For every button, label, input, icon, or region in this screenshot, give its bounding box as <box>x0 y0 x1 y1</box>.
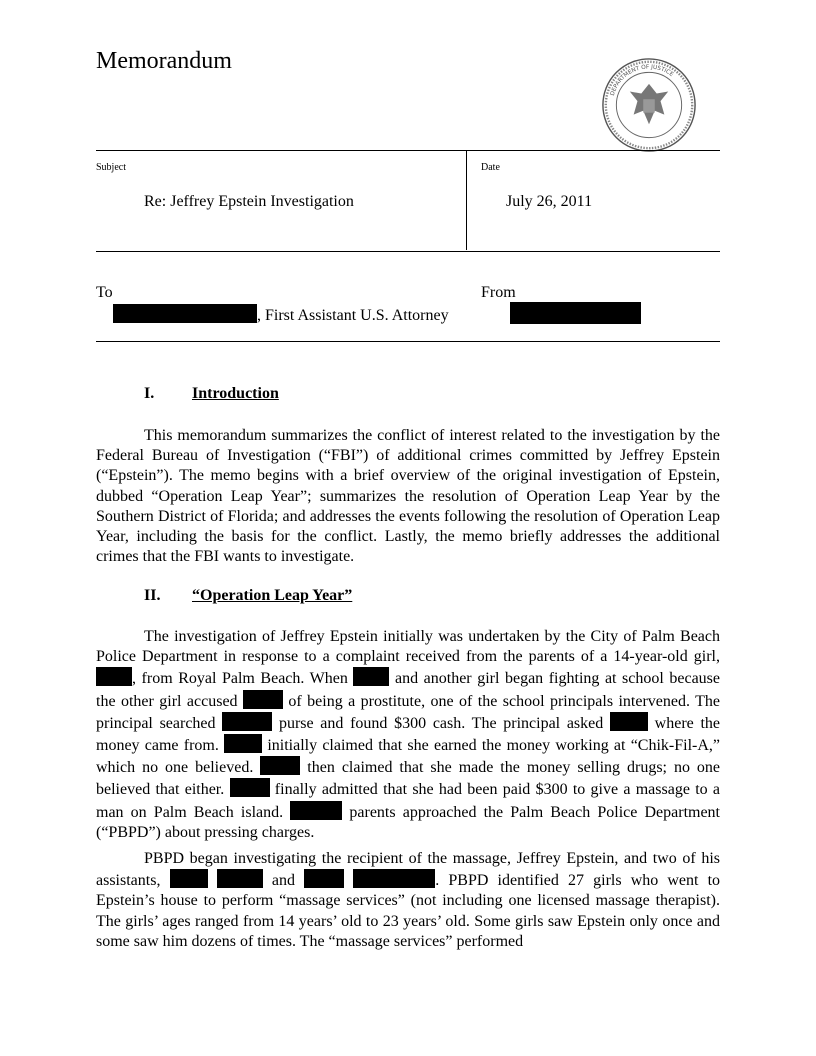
subject-top-rule <box>96 150 720 151</box>
redaction-bar <box>290 801 342 820</box>
intro-paragraph <box>96 426 720 567</box>
paragraph-text: then claimed that she made the money selling drugs; no one believed that either. <box>96 759 721 799</box>
date-value: July 26, 2011 <box>506 193 593 210</box>
section-title: “Operation Leap Year” <box>192 587 353 604</box>
from-label: From <box>481 284 516 301</box>
redaction-bar <box>304 869 344 888</box>
paragraph-text: The investigation of Jeffrey Epstein initially was undertaken by the City of Palm Beach Police Department in response to a complaint received from the parents of a 14-year-old girl, <box>96 628 720 666</box>
redaction-bar <box>610 712 648 731</box>
paragraph-text: finally admitted that she had been paid $300 to give a massage to a man on Palm Beach island. <box>96 781 721 821</box>
paragraph-text: and <box>271 872 295 890</box>
redaction-bar <box>113 304 257 323</box>
redaction-bar <box>224 734 262 753</box>
from-sender <box>510 302 641 326</box>
paragraph-text: where the money came from. <box>96 714 720 755</box>
section-title: Introduction <box>192 385 279 402</box>
redaction-bar <box>96 667 132 686</box>
redaction-bar <box>353 869 435 888</box>
paragraph-text: purse and found $300 cash. The principal asked <box>278 714 604 732</box>
paragraph-text: of being a prostitute, one of the school principals intervened. The principal searched <box>96 692 721 732</box>
seal-text: DEPARTMENT OF JUSTICE <box>609 64 675 97</box>
redaction-bar <box>353 667 389 686</box>
subject-value: Re: Jeffrey Epstein Investigation <box>144 193 354 210</box>
section-number: I. <box>144 385 155 402</box>
paragraph-text: . PBPD identified 27 girls who went to Epstein’s house to perform “massage services” (not including one licensed massage therapist). The girls’ ages ranged from 14 years’ old to 23 years’ old. Some girls saw Epstein only once and some saw him dozens of times. The “massage services” performed <box>96 872 721 950</box>
to-title: , First Assistant U.S. Attorney <box>257 307 449 324</box>
section-number: II. <box>144 587 161 604</box>
paragraph-text: and another girl began fighting at school because the other girl accused <box>96 670 720 710</box>
to-label: To <box>96 284 113 301</box>
subject-bottom-rule <box>96 251 720 252</box>
paragraph-text: , from Royal Palm Beach. When <box>132 670 348 688</box>
paragraph-text: PBPD began investigating the recipient of the massage, Jeffrey Epstein, and two of his assistants, <box>96 850 720 890</box>
date-label: Date <box>481 162 500 173</box>
paragraph-text: parents approached the Palm Beach Police Department (“PBPD”) about pressing charges. <box>96 803 721 841</box>
to-recipient <box>113 304 449 325</box>
doj-seal-icon <box>601 57 697 153</box>
to-from-rule <box>96 341 720 342</box>
investigation-paragraph <box>96 849 720 952</box>
redaction-bar <box>170 869 208 888</box>
redaction-bar <box>510 302 641 324</box>
memo-title: Memorandum <box>96 48 232 74</box>
redaction-bar <box>222 712 272 731</box>
intro-text: This memorandum summarizes the conflict of interest related to the investigation by the Federal Bureau of Investigation (“FBI”) of additional crimes committed by Jeffrey Epstein (“Epstein”). The memo begins with a brief overview of the original investigation of Epstein, dubbed “Operation Leap Year”; summarizes the resolution of Operation Leap Year by the Southern District of Florida; and addresses the events following the resolution of Operation Leap Year, including the basis for the conflict. Lastly, the memo briefly addresses the additional crimes that the FBI wants to investigate. <box>96 427 720 566</box>
subject-date-divider <box>466 150 467 250</box>
redaction-bar <box>217 869 263 888</box>
paragraph-text: initially claimed that she earned the money working at “Chik-Fil-A,” which no one believed. <box>96 737 721 777</box>
redaction-bar <box>230 778 270 797</box>
background-paragraph <box>96 627 720 843</box>
redaction-bar <box>260 756 300 775</box>
redaction-bar <box>243 690 283 709</box>
subject-label: Subject <box>96 162 126 173</box>
